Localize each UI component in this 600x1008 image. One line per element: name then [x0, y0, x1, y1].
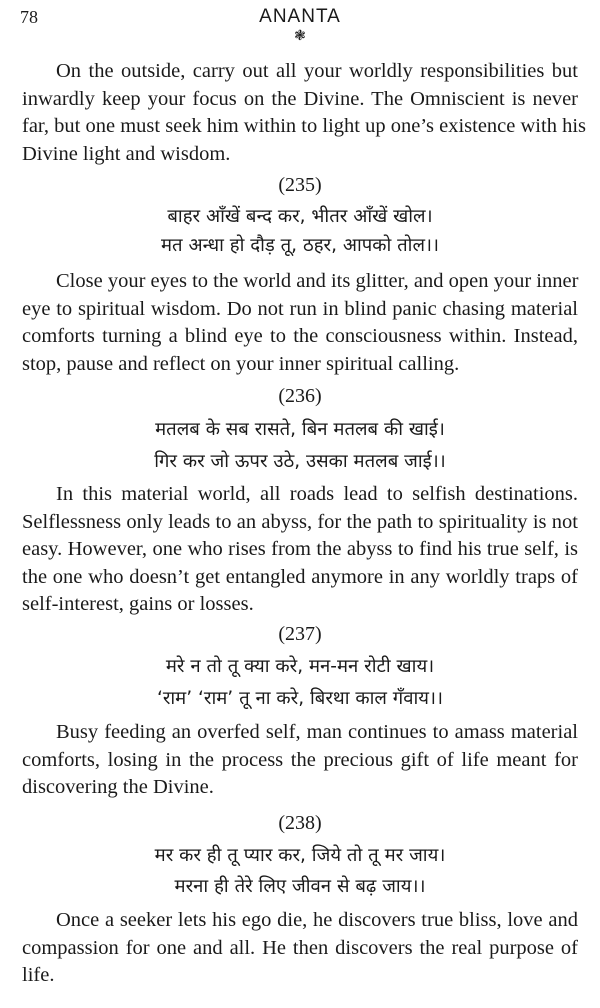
- verse-line: बाहर आँखें बन्द कर, भीतर आँखें खोल।: [167, 206, 433, 227]
- paragraph-line: On the outside, carry out all your worldly responsibilities but: [56, 60, 578, 82]
- paragraph-intro: [22, 58, 586, 168]
- paragraph-line: comforts, losing in the process the precious gift of life meant for: [22, 748, 578, 771]
- paragraph-line: Once a seeker lets his ego die, he discovers true bliss, love and: [56, 909, 578, 931]
- paragraph-line: compassion for one and all. He then discovers the real purpose of: [22, 936, 578, 959]
- paragraph-line: Busy feeding an overfed self, man continues to amass material: [56, 721, 578, 743]
- verse-line: मत अन्धा हो दौड़ तू, ठहर, आपको तोल।।: [160, 235, 440, 256]
- paragraph-line: Close your eyes to the world and its glitter, and open your inner: [56, 270, 579, 292]
- paragraph-line: self-interest, gains or losses.: [22, 593, 254, 615]
- paragraph-line: discovering the Divine.: [22, 776, 214, 798]
- paragraph-commentary-236: [22, 481, 578, 619]
- paragraph-commentary-237: [22, 719, 578, 802]
- paragraph-line: inwardly keep your focus on the Divine. The Omniscient is never: [22, 87, 578, 110]
- verse-line: गिर कर जो ऊपर उठे, उसका मतलब जाई।।: [154, 451, 446, 472]
- paragraph-line: In this material world, all roads lead to selfish destinations.: [56, 483, 578, 505]
- paragraph-line: Selflessness only leads to an abyss, for the path to spirituality is not: [22, 510, 578, 533]
- paragraph-line: stop, pause and reflect on your inner spiritual calling.: [22, 352, 460, 375]
- paragraph-commentary-235: [22, 268, 578, 378]
- paragraph-line: the one who doesn’t get entangled anymore in any worldly traps of: [22, 565, 578, 588]
- paragraph-line: life.: [22, 964, 55, 986]
- paragraph-line: Divine light and wisdom.: [22, 142, 231, 165]
- page-number: 78: [20, 7, 38, 27]
- flower-ornament-icon: ❃: [294, 28, 306, 44]
- verse-number: (235): [278, 174, 322, 196]
- running-title: ANANTA: [259, 6, 341, 27]
- verse-line: मर कर ही तू प्यार कर, जिये तो तू मर जाय।: [154, 845, 446, 866]
- verse-line: मरे न तो तू क्या करे, मन-मन रोटी खाय।: [165, 656, 435, 677]
- paragraph-line: far, but one must seek him within to light up one’s existence with his: [22, 115, 586, 137]
- verse-line: मरना ही तेरे लिए जीवन से बढ़ जाय।।: [174, 876, 426, 897]
- paragraph-line: easy. However, one who rises from the abyss to find his true self, is: [22, 538, 578, 560]
- paragraph-line: comforts turning a blind eye to the consciousness within. Instead,: [22, 325, 578, 347]
- paragraph-commentary-238: [22, 907, 578, 990]
- verse-number: (237): [278, 623, 322, 645]
- verse-number: (236): [278, 385, 322, 407]
- verse-line: मतलब के सब रासते, बिन मतलब की खाई।: [155, 419, 445, 440]
- verse-number: (238): [278, 812, 322, 834]
- verse-line: ‘राम’ ‘राम’ तू ना करे, बिरथा काल गँवाय।।: [156, 688, 444, 709]
- paragraph-line: eye to spiritual wisdom. Do not run in blind panic chasing material: [22, 297, 578, 320]
